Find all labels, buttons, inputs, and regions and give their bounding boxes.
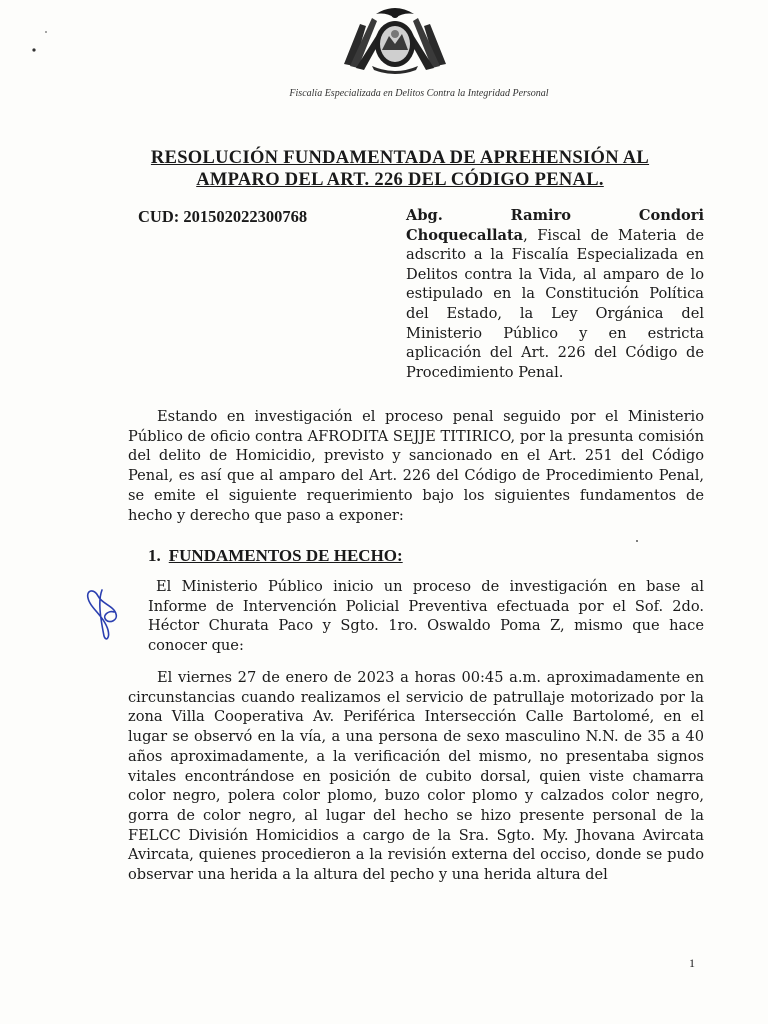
- prosecutor-paragraph: [406, 206, 704, 382]
- prosecutor-text: , Fiscal de Materia de adscrito a la Fiscalía Especializada en Delitos contra la Vida, al amparo de lo estipulado en la Constitución Política del Estado, la Ley Orgánica del Ministerio Público y en estricta aplicación del Art. 226 del Código de Procedimiento Penal.: [406, 226, 704, 381]
- coat-of-arms-emblem: [336, 4, 454, 74]
- title-line-1: RESOLUCIÓN FUNDAMENTADA DE APREHENSIÓN AL: [150, 148, 650, 168]
- document-title: [100, 147, 700, 191]
- facts-detail-paragraph: El viernes 27 de enero de 2023 a horas 00:45 a.m. aproximadamente en circunstancias cuando realizamos el servicio de patrullaje motorizado por la zona Villa Cooperativa Av. Periférica Intersección Calle Bartolomé, en el lugar se observó en la vía, a una persona de sexo masculino N.N. de 35 a 40 años aproximadamente, a la verificación del mismo, no presentaba signos vitales encontrándose en posición de cubito dorsal, quien viste chamarra color negro, polera color plomo, buzo color plomo y calzados color negro, gorra de color negro, al lugar del hecho se hizo presente personal de la FELCC División Homicidios a cargo de la Sra. Sgto. My. Jhovana Avircata Avircata, quienes procedieron a la revisión externa del occiso, donde se pudo observar una herida a la altura del pecho y una herida altura del: [128, 669, 704, 884]
- section-number: 1.: [148, 546, 161, 565]
- section-title: FUNDAMENTOS DE HECHO:: [168, 546, 403, 565]
- institution-header: Fiscalía Especializada en Delitos Contra la Integridad Personal: [289, 88, 549, 99]
- title-line-2: AMPARO DEL ART. 226 DEL CÓDIGO PENAL.: [196, 170, 604, 190]
- prosecutor-name: Abg. Ramiro Condori Choquecallata: [406, 207, 704, 244]
- scan-speck-marks: [30, 28, 50, 68]
- section-heading: [148, 546, 403, 566]
- scan-speck: [636, 540, 638, 542]
- facts-intro-paragraph: El Ministerio Público inicio un proceso de investigación en base al Informe de Intervención Policial Preventiva efectuada por el Sof. 2do. Héctor Churata Paco y Sgto. 1ro. Oswaldo Poma Z, mismo que hace conocer que:: [148, 578, 704, 655]
- page-number: 1: [689, 956, 695, 970]
- case-code: CUD: 201502022300768: [138, 207, 308, 226]
- handwritten-signature: [80, 586, 128, 646]
- intro-paragraph: Estando en investigación el proceso penal seguido por el Ministerio Público de oficio contra AFRODITA SEJJE TITIRICO, por la presunta comisión del delito de Homicidio, previsto y sancionado en el Art. 251 del Código Penal, es así que al amparo del Art. 226 del Código de Procedimiento Penal, se emite el siguiente requerimiento bajo los siguientes fundamentos de hecho y derecho que paso a exponer:: [128, 408, 704, 524]
